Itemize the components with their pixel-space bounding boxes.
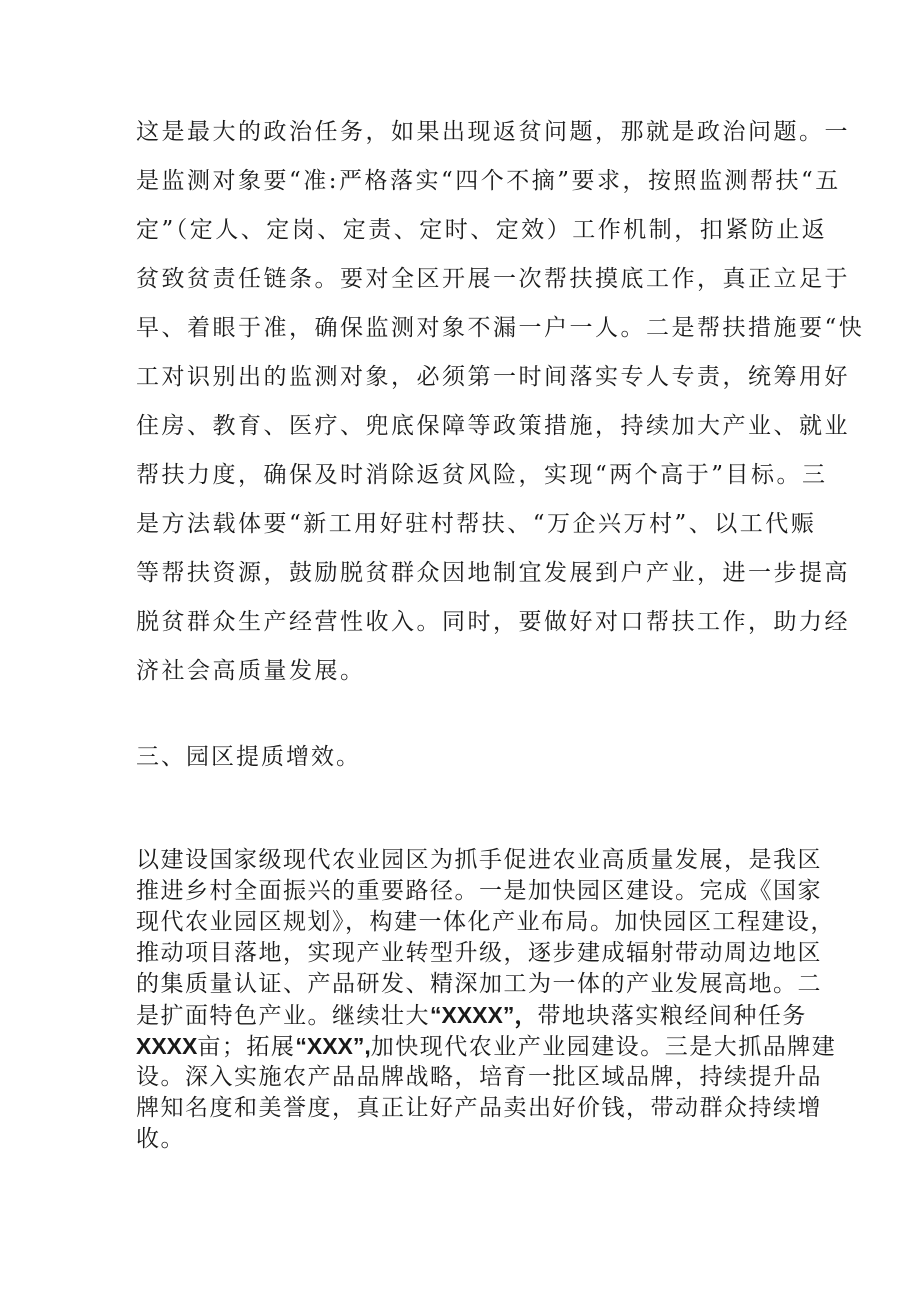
text-line xyxy=(136,1000,808,1031)
text-line: 等帮扶资源，鼓励脱贫群众因地制宜发展到户产业，进一步提高 xyxy=(136,560,850,586)
text-line: 是监测对象要“准:严格落实“四个不摘”要求，按照监测帮扶“五 xyxy=(136,168,841,194)
text-line: 收。 xyxy=(136,1126,185,1152)
text-run: 是扩面特色产业。继续壮大 xyxy=(136,1003,430,1029)
text-line: 是方法载体要“新工用好驻村帮扶、“万企兴万村”、以工代赈 xyxy=(136,511,817,537)
text-line xyxy=(136,1031,837,1062)
text-line: 住房、教育、医疗、兜底保障等政策措施，持续加大产业、就业 xyxy=(136,413,850,439)
text-line: 帮扶力度，确保及时消除返贫风险，实现“两个高于”目标。三 xyxy=(136,462,828,488)
text-line: 贫致贫责任链条。要对全区开展一次帮扶摸底工作，真正立足于 xyxy=(136,266,850,292)
text-line: 济社会高质量发展。 xyxy=(136,658,366,684)
text-run: 带地块落实粮经间种任务 xyxy=(537,1003,807,1029)
text-run: 亩；拓展 xyxy=(197,1034,296,1060)
text-line: 现代农业园区规划》，构建一体化产业布局。加快园区工程建设， xyxy=(136,909,835,935)
text-line: 工对识别出的监测对象，必须第一时间落实专人专责，统筹用好 xyxy=(136,364,850,390)
placeholder-bold-text: “XXX”, xyxy=(295,1033,371,1059)
text-line: 以建设国家级现代农业园区为抓手促进农业高质量发展，是我区 xyxy=(136,847,822,873)
text-line: 推动项目落地，实现产业转型升级，逐步建成辐射带动周边地区 xyxy=(136,940,822,966)
placeholder-bold-text: “XXXX”， xyxy=(430,1002,538,1028)
text-line: 的集质量认证、产品研发、精深加工为一体的产业发展高地。二 xyxy=(136,971,822,997)
text-line: 推进乡村全面振兴的重要路径。一是加快园区建设。完成《国家 xyxy=(136,878,822,904)
text-line: 定”（定人、定岗、定责、定时、定效）工作机制，扣紧防止返 xyxy=(136,217,828,243)
text-line: 这是最大的政治任务，如果出现返贫问题，那就是政治问题。一 xyxy=(136,119,850,145)
text-line: 牌知名度和美誉度，真正让好产品卖出好价钱，带动群众持续增 xyxy=(136,1095,822,1121)
paragraph-park-development xyxy=(136,845,837,1155)
placeholder-bold-text: XXXX xyxy=(136,1033,198,1059)
paragraph-poverty-monitoring xyxy=(136,114,865,702)
text-line: 设。深入实施农产品品牌战略，培育一批区域品牌，持续提升品 xyxy=(136,1064,822,1090)
text-line: 早、着眼于准，确保监测对象不漏一户一人。二是帮扶措施要“快 xyxy=(136,315,865,341)
text-run: 加快现代农业产业园建设。三是大抓品牌建 xyxy=(370,1034,837,1060)
text-line: 脱贫群众生产经营性收入。同时，要做好对口帮扶工作，助力经 xyxy=(136,609,850,635)
section-heading: 三、园区提质增效。 xyxy=(136,744,361,770)
